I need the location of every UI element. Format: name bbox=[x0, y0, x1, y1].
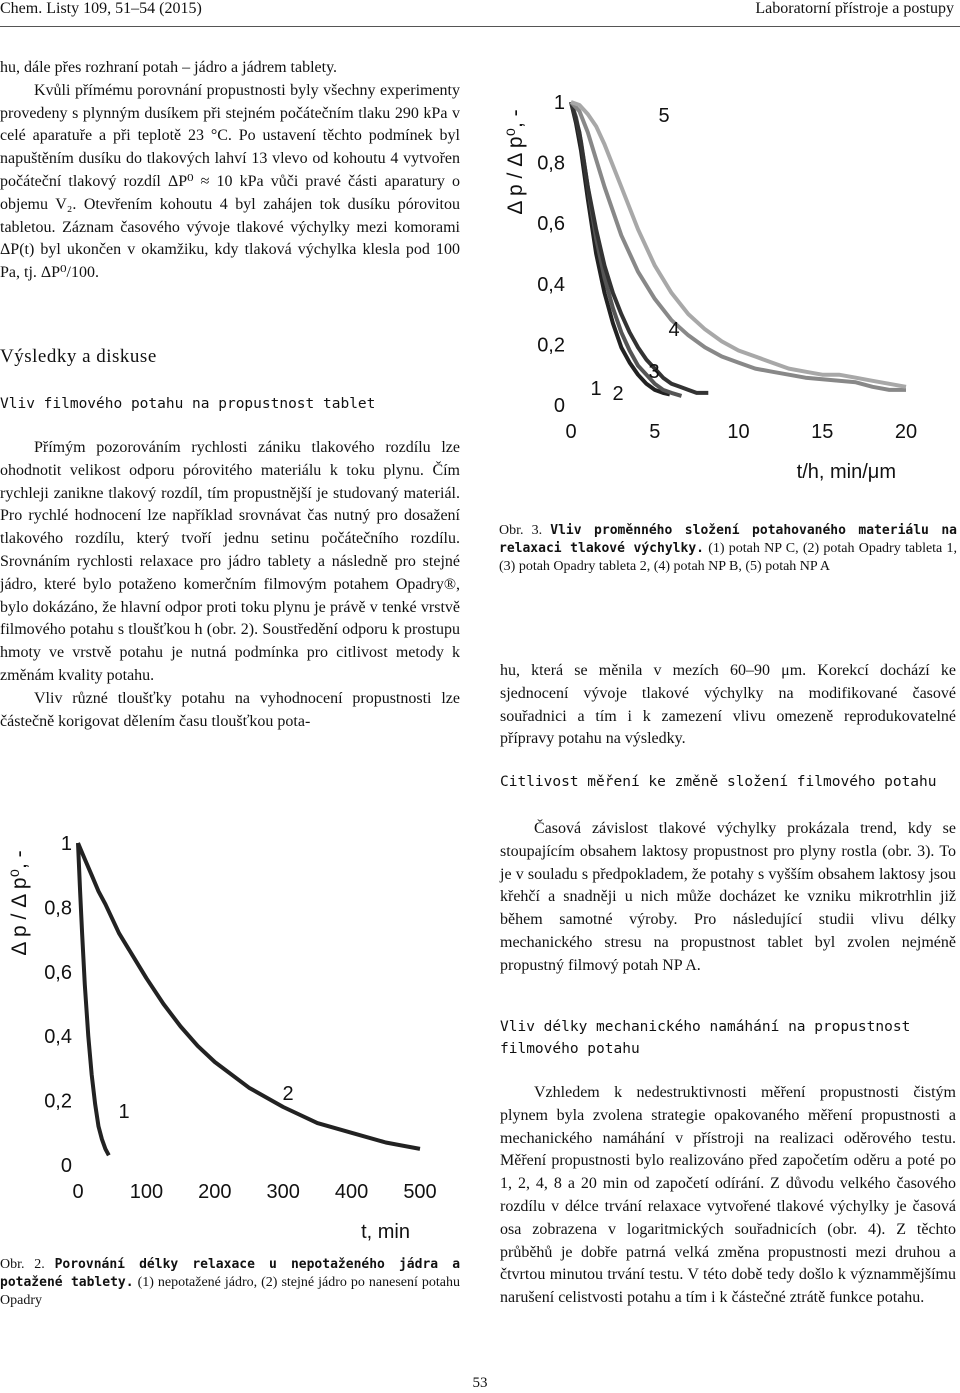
running-header-journal: Chem. Listy 109, 51–54 (2015) bbox=[0, 0, 202, 17]
figure-3-text: (1) potah NP C, (2) potah Opadry tableta 1, (3) potah Opadry tableta 2, (4) potah NP B, (5) potah NP A bbox=[499, 541, 958, 574]
series-line-1 bbox=[78, 843, 109, 1155]
x-axis-label: t, min bbox=[361, 1221, 410, 1243]
x-tick-label: 400 bbox=[334, 1181, 369, 1203]
figure-2-title: Porovnání délky relaxace u nepotaženého jádra a potažené tablety. bbox=[0, 1257, 461, 1290]
x-tick-label: 500 bbox=[403, 1181, 437, 1203]
x-tick-label: 10 bbox=[727, 421, 750, 443]
paragraph: hu, dále přes rozhraní potah – jádro a jádrem tablety. bbox=[0, 59, 338, 76]
header-rule bbox=[0, 26, 960, 27]
x-tick-label: 200 bbox=[198, 1181, 232, 1203]
series-line-1 bbox=[571, 102, 670, 394]
y-tick-label: 0,6 bbox=[44, 961, 72, 984]
series-label-3: 3 bbox=[648, 361, 660, 383]
figure-3-title: Vliv proměnného složení potahovaného materiálu na relaxaci tlakové výchylky. bbox=[499, 523, 957, 556]
figure-3-caption bbox=[499, 522, 957, 576]
x-tick-label: 15 bbox=[811, 421, 834, 443]
y-tick-label: 0 bbox=[553, 395, 565, 417]
y-tick-label: 0,4 bbox=[537, 273, 565, 296]
y-tick-label: 0,2 bbox=[537, 334, 565, 357]
subsection-heading-coating: Vliv filmového potahu na propustnost tablet bbox=[0, 396, 376, 412]
subsection-heading-mechanical: Vliv délky mechanického namáhání na propustnost filmového potahu bbox=[500, 1019, 911, 1057]
paragraph: Vzhledem k nedestruktivnosti měření propustnosti čistým plynem byla zvolena strategie opakovaného měření propustnosti a mechanického namáhání v přístroji na realizaci oděrového testu. Měření propustnosti bylo realizováno před započetím oděru a poté po 1, 2, 4, 8 a 20 min od započetí odírání. Z důvodu velkého časového rozdílu v délce trvání relaxace vytvořené tlakové výchylky je časová osa zobrazena v logaritmických souřadnicích (obr. 4). Z těchto průběhů je dobře patrná velká změna propustnosti mezi druhou a čtvrtou minutou trvání testu. V této době tedy došlo k význammějšímu narušení celistvosti potahu a tím i k částečné ztrátě funkce potahu. bbox=[500, 1084, 956, 1307]
y-tick-label: 0 bbox=[60, 1155, 72, 1177]
figure-3-chart bbox=[496, 60, 960, 500]
x-tick-label: 0 bbox=[565, 421, 577, 443]
left-column-mid-text bbox=[0, 437, 460, 733]
right-column-text-c bbox=[500, 1082, 956, 1310]
figure-2-text: (1) nepotažené jádro, (2) stejné jádro po nanesení potahu Opadry bbox=[0, 1275, 460, 1308]
y-tick-label: 1 bbox=[553, 92, 565, 114]
series-label-2: 2 bbox=[612, 383, 624, 405]
y-tick-label: 0,8 bbox=[537, 152, 565, 175]
figure-2-caption bbox=[0, 1256, 460, 1310]
results-heading: Výsledky a diskuse bbox=[0, 346, 157, 367]
series-label-1: 1 bbox=[590, 378, 602, 400]
x-tick-label: 300 bbox=[266, 1181, 300, 1203]
paragraph: Vliv různé tloušťky potahu na vyhodnocení propustnosti lze částečně korigovat dělením času tloušťkou pota- bbox=[0, 689, 460, 730]
series-label-1: 1 bbox=[118, 1101, 130, 1123]
running-header-section: Laboratorní přístroje a postupy bbox=[755, 0, 954, 17]
y-tick-label: 0,2 bbox=[44, 1090, 72, 1113]
y-tick-label: 0,8 bbox=[44, 897, 72, 920]
y-axis-label: Δ p / Δ p⁰, - bbox=[8, 850, 31, 956]
series-label-2: 2 bbox=[282, 1083, 294, 1105]
subsection-heading-sensitivity: Citlivost měření ke změně složení filmového potahu bbox=[500, 774, 937, 790]
right-column-text-b bbox=[500, 818, 956, 978]
y-axis-label: Δ p / Δ p⁰, - bbox=[504, 109, 527, 215]
x-tick-label: 0 bbox=[72, 1181, 84, 1203]
paragraph: hu, která se měnila v mezích 60–90 μm. Korekcí dochází ke sjednocení vývoje tlakové výchylky na modifikované časové souřadnici a tím i k zamezení vlivu omezeně reprodukovatelné přípravy potahu na výsledky. bbox=[500, 662, 956, 748]
y-tick-label: 0,6 bbox=[537, 213, 565, 236]
series-label-5: 5 bbox=[658, 105, 670, 127]
x-axis-label: t/h, min/μm bbox=[796, 461, 896, 483]
figure-3-label: Obr. 3. bbox=[499, 523, 543, 538]
x-tick-label: 100 bbox=[129, 1181, 164, 1203]
x-tick-label: 5 bbox=[649, 421, 661, 443]
y-tick-label: 1 bbox=[60, 833, 72, 855]
series-label-4: 4 bbox=[668, 319, 680, 341]
figure-2-label: Obr. 2. bbox=[0, 1257, 45, 1272]
paragraph: Časová závislost tlakové výchylky prokázala trend, kdy se stoupajícím obsahem laktosy propustnost pro plyny rostla (obr. 3). To je v souladu s předpokladem, že potahy s vyšším obsahem laktosy jsou křehčí a snadněji u nich může docházet ke vzniku mikrotrhlin již během samotné výroby. Pro následující studii vlivu délky mechanického stresu na propustnost tablet byl zvolen nejméně propustný filmový potah NP A. bbox=[500, 820, 956, 974]
page-number: 53 bbox=[472, 1375, 488, 1391]
left-column-top-text bbox=[0, 57, 460, 285]
right-column-text-a bbox=[500, 660, 956, 751]
figure-2-chart bbox=[0, 810, 470, 1250]
paragraph: Přímým pozorováním rychlosti zániku tlakového rozdílu lze ohodnotit velikost odporu pórovitého materiálu k toku plynu. Čím rychleji zanikne tlakový rozdíl, tím propustnější je studovaný materiál. Pro rychlé hodnocení lze například srovnávat čas nutný pro dosažení tlakového rozdílu, který tvoří jednu setinu počátečního rozdílu. Srovnáním rychlosti relaxace pro jádro tablety a následně pro stejné jádro, které bylo potaženo komerčním filmovým potahem Opadry®, bylo dokázáno, že hlavní odpor proti toku plynu je právě v tenké vrstvě filmového potahu s tloušťkou h (obr. 2). Soustředění odporu k prostupu hmoty ve vrstvě potahu je nutná podmínka pro citlivost metody k změnám kvality potahu. bbox=[0, 439, 460, 684]
paragraph: Kvůli přímému porovnání propustnosti byly všechny experimenty provedeny s plynným dusíkem při stejném počátečním tlaku 290 kPa v celé aparatuře a při teplotě 23 °C. Po ustavení těchto podmínek byl napuštěním dusíku do tlakových lahví 13 vlevo od kohoutu 4 vytvořen počáteční tlakový rozdíl ΔP⁰ ≈ 10 kPa vůči pravé části aparatury o objemu V₂. Otevřením kohoutu 4 byl zahájen tok dusíku pórovitou tabletou. Záznam časového vývoje tlakové výchylky mezi komorami ΔP(t) byl ukončen v okamžiku, kdy tlaková výchylka klesla pod 100 Pa, tj. ΔP⁰/100. bbox=[0, 81, 460, 282]
x-tick-label: 20 bbox=[894, 421, 918, 443]
y-tick-label: 0,4 bbox=[44, 1026, 72, 1049]
